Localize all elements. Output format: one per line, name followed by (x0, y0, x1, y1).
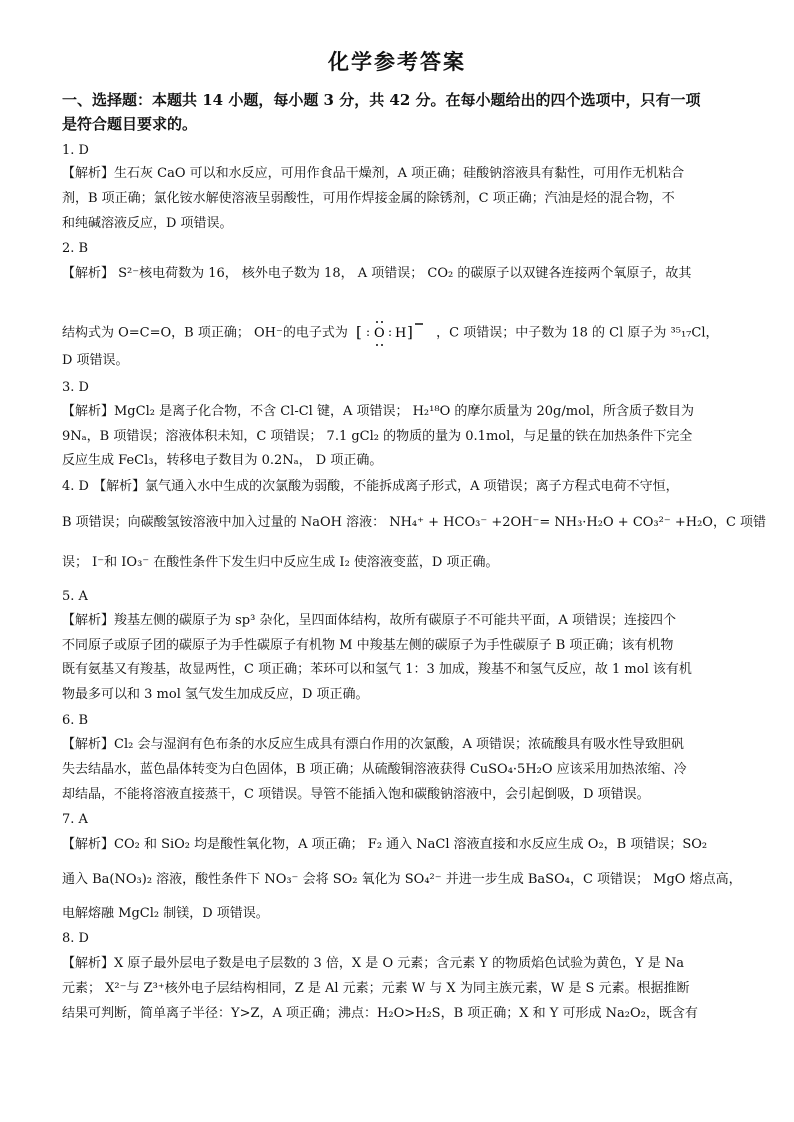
q8-explain-1: 【解析】X 原子最外层电子数是电子层数的 3 倍，X 是 O 元素；含元素 Y 的物质焰色试验为黄色，Y 是 Na (62, 956, 685, 971)
q5-answer: 5. A (62, 589, 88, 604)
q7-text-c: 并进一步生成 BaSO₄，C 项错误； MgO 熔点高， (445, 872, 742, 887)
svg-text:]: ] (407, 323, 413, 341)
q5-explain-4: 物最多可以和 3 mol 氢气发生加成反应，D 项正确。 (62, 687, 369, 702)
svg-text::: : (388, 325, 393, 339)
q8-explain-2: 元素； X²⁻与 Z³⁺核外电子层结构相同，Z 是 Al 元素；元素 W 与 X 为同主族元素，W 是 S 元素。根据推断 (62, 981, 690, 996)
hco3-ion: HCO₃⁻ (443, 515, 488, 530)
so4-ion: SO₄²⁻ (404, 872, 442, 887)
co3-ion: CO₃²⁻ (632, 515, 671, 530)
q5-explain-1: 【解析】羧基左侧的碳原子为 sp³ 杂化，呈四面体结构，故所有碳原子不可能共平面，A 项错误；连接四个 (62, 613, 676, 628)
q6-explain-3: 却结晶，不能将溶液直接蒸干，C 项错误。导管不能插入饱和碳酸钠溶液中，会引起倒吸，D 项错误。 (62, 787, 650, 802)
q4-explain-1: 4. D 【解析】氯气通入水中生成的次氯酸为弱酸，不能拆成离子形式，A 项错误；离子方程式电荷不守恒， (62, 479, 679, 494)
q3-explain-2: 9Nₐ，B 项错误；溶液体积未知，C 项错误； 7.1 gCl₂ 的物质的量为 0.1mol，与足量的铁在加热条件下完全 (62, 429, 693, 444)
q4-text-e: 在酸性条件下发生归中反应生成 I₂ 使溶液变蓝，D 项正确。 (153, 555, 499, 570)
oh-electron-dot-formula (352, 316, 432, 350)
q7-explain-2 (62, 871, 742, 889)
q7-explain-3: 电解熔融 MgCl₂ 制镁，D 项错误。 (62, 906, 269, 921)
q4-explain-2 (62, 514, 766, 532)
section-heading (62, 88, 742, 136)
q2-text-a: 结构式为 O=C=O，B 项正确； OH⁻的电子式为 (62, 325, 348, 341)
q7-explain-1: 【解析】CO₂ 和 SiO₂ 均是酸性氧化物，A 项正确； F₂ 通入 NaCl 溶液直接和水反应生成 O₂，B 项错误；SO₂ (62, 837, 708, 852)
q6-answer: 6. B (62, 713, 89, 728)
q2-explain-1: 【解析】 S²⁻核电荷数为 16， 核外电子数为 18， A 项错误； CO₂ 的碳原子以双键各连接两个氧原子，故其 (62, 266, 692, 281)
q7-text-a: 通入 Ba(NO₃)₂ 溶液，酸性条件下 (62, 872, 261, 887)
q1-explain-3: 和纯碱溶液反应，D 项错误。 (62, 216, 233, 231)
q7-answer: 7. A (62, 812, 88, 827)
q4-text-c: +H₂O，C 项错 (674, 515, 767, 530)
svg-text::: : (366, 325, 371, 339)
q1-explain-2: 剂，B 项正确；氯化铵水解使溶液呈弱酸性，可用作焊接金属的除锈剂，C 项正确；汽油是烃的混合物，不 (62, 191, 675, 206)
io3-ion: IO₃⁻ (121, 555, 150, 570)
q6-explain-1: 【解析】Cl₂ 会与湿润有色布条的水反应生成具有漂白作用的次氯酸，A 项错误；浓硫酸具有吸水性导致胆矾 (62, 737, 684, 752)
q2-explain-3: D 项错误。 (62, 353, 129, 368)
svg-text:H: H (395, 326, 407, 341)
electron-dot-diagram (352, 316, 432, 350)
q3-explain-1: 【解析】MgCl₂ 是离子化合物，不含 Cl-Cl 键，A 项错误； H₂¹⁸O 的摩尔质量为 20g/mol，所含质子数目为 (62, 404, 695, 419)
q3-answer: 3. D (62, 380, 89, 395)
nh4-ion: NH₄⁺ + (389, 515, 440, 530)
q8-answer: 8. D (62, 931, 89, 946)
q2-text-b: ，C 项错误；中子数为 18 的 Cl 原子为 (436, 325, 667, 341)
svg-text:[: [ (356, 323, 362, 341)
q8-explain-3: 结果可判断，简单离子半径：Y>Z，A 项正确；沸点：H₂O>H₂S，B 项正确；X 和 Y 可形成 Na₂O₂，既含有 (62, 1006, 698, 1021)
q2-explain-2 (62, 316, 719, 350)
q6-explain-2: 失去结晶水，蓝色晶体转变为白色固体，B 项正确；从硫酸铜溶液获得 CuSO₄·5H₂O 应该采用加热浓缩、冷 (62, 762, 687, 777)
section-heading-line2: 是符合题目要求的。 (62, 115, 198, 133)
q2-answer: 2. B (62, 241, 89, 256)
no3-ion: NO₃⁻ (264, 872, 299, 887)
q4-text-a: B 项错误；向碳酸氢铵溶液中加入过量的 NaOH 溶液： (62, 515, 386, 530)
q5-explain-3: 既有氨基又有羧基，故显两性，C 项正确；苯环可以和氢气 1：3 加成，羧基不和氢气反应，故 1 mol 该有机 (62, 662, 692, 677)
q5-explain-2: 不同原子或原子团的碳原子为手性碳原子有机物 M 中羧基左侧的碳原子为手性碳原子 B 项正确；该有机物 (62, 638, 674, 653)
q7-text-b: 会将 SO₂ 氧化为 (302, 872, 401, 887)
q3-explain-3: 反应生成 FeCl₃，转移电子数目为 0.2Nₐ， D 项正确。 (62, 453, 383, 468)
svg-text:O: O (374, 326, 385, 341)
q1-explain-1: 【解析】生石灰 CaO 可以和水反应，可用作食品干燥剂，A 项正确；硅酸钠溶液具有黏性，可用作无机粘合 (62, 166, 685, 181)
q4-explain-3 (62, 554, 498, 572)
q4-text-d: 误； I⁻和 (62, 555, 118, 570)
section-heading-line1: 一、选择题：本题共 14 小题，每小题 3 分，共 42 分。在每小题给出的四个选项中，只有一项 (62, 91, 701, 109)
page-title: 化学参考答案 (328, 49, 466, 74)
q1-answer: 1. D (62, 143, 89, 158)
q4-text-b: +2OH⁻= NH₃·H₂O + (491, 515, 629, 530)
cl35-symbol: ³⁵₁₇Cl， (670, 325, 719, 341)
